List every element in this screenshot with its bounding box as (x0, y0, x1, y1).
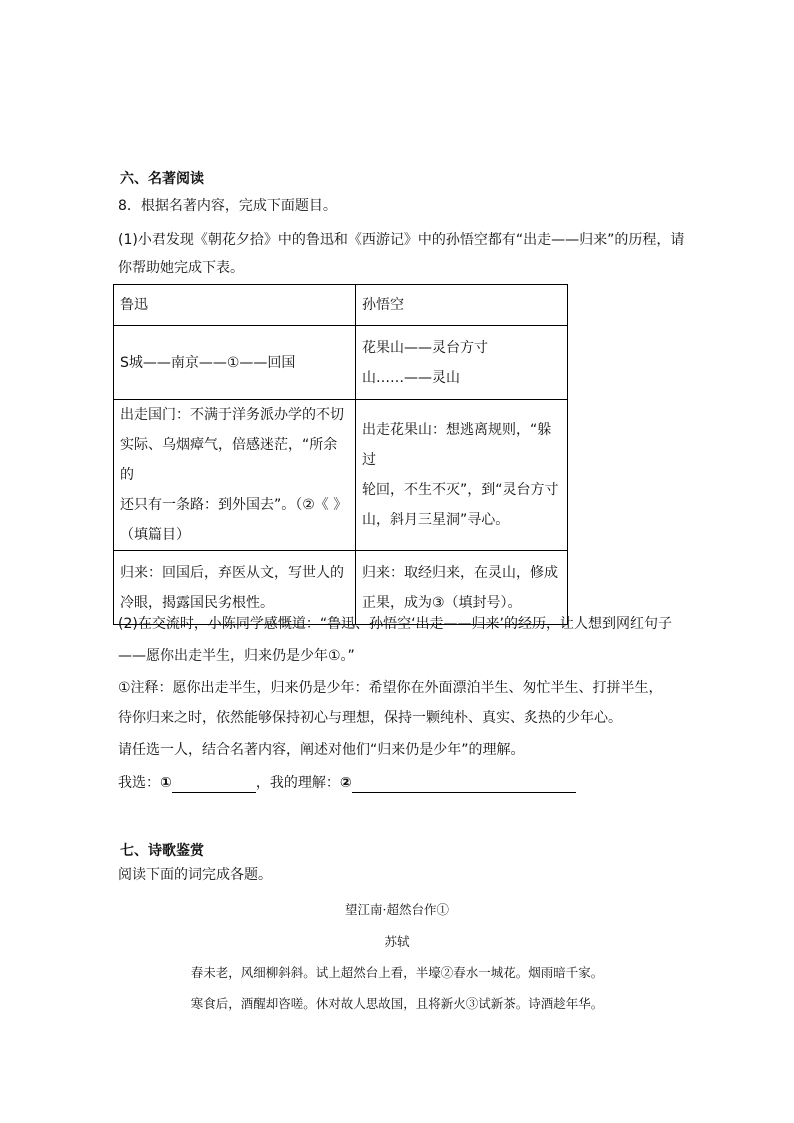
poem-line-1: 春未老，风细柳斜斜。试上超然台上看，半壕②春水一城花。烟雨暗千家。 (190, 965, 604, 980)
header-sunwukong: 孙悟空 (362, 297, 404, 313)
poem-title: 望江南·超然台作① (345, 902, 449, 917)
answer-blank-1[interactable] (172, 776, 256, 793)
leave-sunwukong: 出走花果山：想逃离规则，“躲过 轮回，不生不灭”，到“灵台方寸 山，斜月三星洞”寻心。 (362, 422, 559, 528)
section6-heading: 六、名著阅读 (120, 171, 204, 187)
table-header-row (114, 285, 568, 326)
section7-intro: 阅读下面的词完成各题。 (118, 867, 272, 883)
header-luxun: 鲁迅 (120, 297, 148, 313)
part1-line2: 你帮助她完成下表。 (118, 260, 244, 276)
poem-line-2: 寒食后，酒醒却咨嗟。休对故人思故国，且将新火③试新茶。诗酒趁年华。 (190, 996, 604, 1011)
part1-line1: (1)小君发现《朝花夕拾》中的鲁迅和《西游记》中的孙悟空都有“出走——归来”的历程，请 (118, 232, 685, 248)
return-luxun: 归来：回国后，弃医从文，写世人的 冷眼，揭露国民劣根性。 (120, 564, 344, 611)
note-line1: ①注释：愿你出走半生，归来仍是少年：希望你在外面漂泊半生、匆忙半生、打拼半生， (118, 680, 663, 696)
route-sunwukong: 花果山——灵台方寸 山……——灵山 (362, 339, 488, 386)
answer-mark-1: ① (160, 775, 172, 791)
part2-line1: (2)在交流时，小陈同学感慨道：“鲁迅、孙悟空‘出走——归来’的经历，让人想到网红句子 (118, 616, 672, 632)
answer-line (118, 773, 576, 793)
route-luxun: S城——南京——①——回国 (120, 354, 296, 371)
instruction-line: 请任选一人，结合名著内容，阐述对他们“归来仍是少年”的理解。 (118, 742, 525, 758)
question-8-stem: 8．根据名著内容，完成下面题目。 (118, 198, 337, 214)
part2-line2: ——愿你出走半生，归来仍是少年①。” (118, 648, 355, 664)
answer-blank-2[interactable] (352, 776, 576, 793)
answer-mark-2: ② (339, 775, 352, 791)
comparison-table (113, 284, 568, 625)
poem-author: 苏轼 (384, 934, 410, 949)
section7-heading: 七、诗歌鉴赏 (120, 843, 204, 859)
table-row (114, 326, 568, 400)
table-row (114, 400, 568, 551)
note-line2: 待你归来之时，依然能够保持初心与理想，保持一颗纯朴、真实、炙热的少年心。 (118, 710, 622, 726)
leave-luxun: 出走国门：不满于洋务派办学的不切 实际、乌烟瘴气，倍感迷茫，“所余的 还只有一条路：到外国去”。（②《 》 （填篇目） (120, 407, 348, 543)
answer-prefix: 我选： (118, 775, 160, 791)
answer-middle: ，我的理解： (255, 775, 340, 791)
return-sunwukong: 归来：取经归来，在灵山，修成 正果，成为③（填封号）。 (362, 564, 558, 611)
